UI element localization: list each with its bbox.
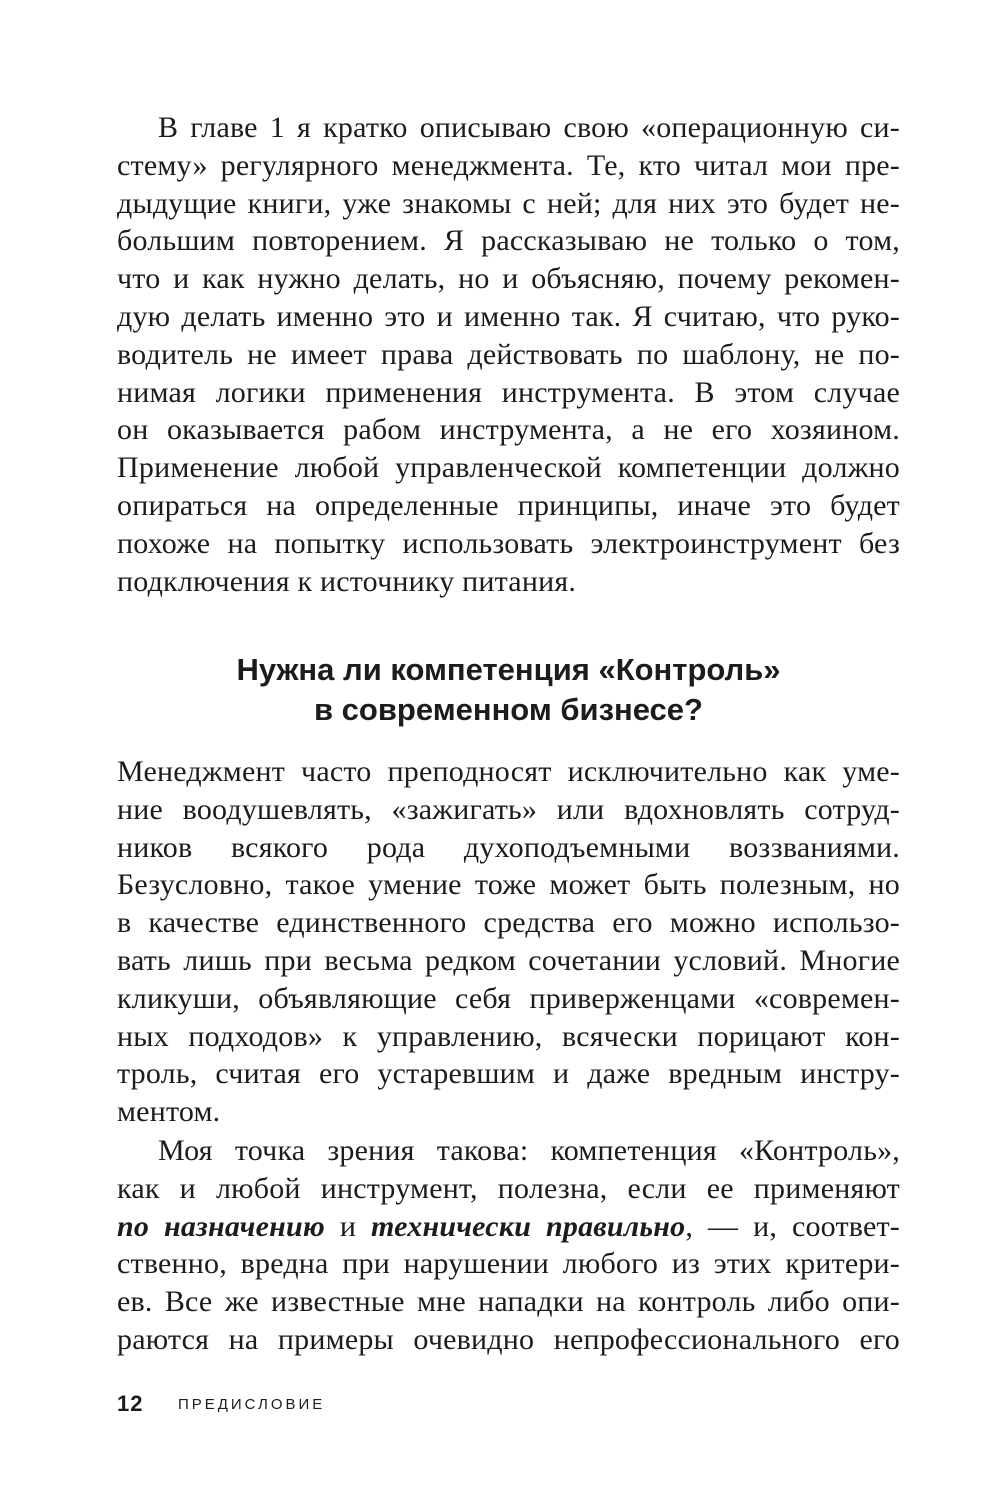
emphasis-purpose: по назначению bbox=[117, 1209, 325, 1243]
text-line: как и любой инструмент, полезна, если ее применяют bbox=[117, 1171, 900, 1205]
text-line: стему» регулярного менеджмента. Те, кто читал мои пре- bbox=[117, 148, 900, 182]
text-line: он оказывается рабом инструмента, а не его хозяином. bbox=[117, 413, 900, 447]
viewpoint-paragraph bbox=[117, 1132, 900, 1359]
page-footer bbox=[117, 1391, 325, 1417]
text-line: троль, считая его устаревшим и даже вредным инстру- bbox=[117, 1057, 900, 1091]
text-line: Безусловно, такое умение тоже может быть полезным, но bbox=[117, 868, 900, 902]
text-line: Применение любой управленческой компетенции должно bbox=[117, 451, 900, 485]
text-line: вать лишь при весьма редком сочетании условий. Многие bbox=[117, 943, 900, 977]
section-heading-line-2: в современном бизнесе? bbox=[314, 692, 703, 727]
text-line: Менеджмент часто преподносят исключительно как уме- bbox=[117, 755, 900, 788]
text-line: ных подходов» к управлению, всячески порицают кон- bbox=[117, 1019, 900, 1053]
text-line: ние воодушевлять, «зажигать» или вдохновлять сотруд- bbox=[117, 792, 900, 826]
text-line: что и как нужно делать, но и объясняю, почему рекомен- bbox=[117, 262, 900, 296]
text-line: ев. Все же известные мне нападки на контроль либо опи- bbox=[117, 1285, 900, 1319]
text-line: ментом. bbox=[117, 1095, 221, 1129]
text-line: нимая логики применения инструмента. В этом случае bbox=[117, 375, 900, 409]
text-line: дую делать именно это и именно так. Я считаю, что руко- bbox=[117, 299, 900, 333]
section-heading-line-1: Нужна ли компетенция «Контроль» bbox=[236, 652, 781, 687]
emphasis-technical: технически правильно bbox=[371, 1209, 686, 1243]
text-line: Моя точка зрения такова: компетенция «Контроль», bbox=[158, 1134, 900, 1167]
text-line: кликуши, объявляющие себя приверженцами «современ- bbox=[117, 981, 900, 1015]
running-head: ПРЕДИСЛОВИЕ bbox=[177, 1396, 326, 1413]
page-number: 12 bbox=[117, 1391, 144, 1416]
text-line: В главе 1 я кратко описываю свою «операционную си- bbox=[158, 111, 900, 144]
section-heading bbox=[117, 650, 900, 730]
text-line: водитель не имеет права действовать по шаблону, не по- bbox=[117, 337, 900, 371]
text-line: раются на примеры очевидно непрофессионального его bbox=[117, 1322, 900, 1356]
text-fragment: , — и, соответ- bbox=[685, 1209, 900, 1243]
text-line-with-emphasis bbox=[117, 1208, 900, 1246]
text-line: опираться на определенные принципы, иначе это будет bbox=[117, 488, 900, 522]
text-line: подключения к источнику питания. bbox=[117, 564, 577, 598]
management-paragraph bbox=[117, 753, 900, 1131]
text-line: похоже на попытку использовать электроинструмент без bbox=[117, 526, 900, 560]
text-line: ников всякого рода духоподъемными воззваниями. bbox=[117, 830, 900, 864]
intro-paragraph bbox=[117, 109, 900, 600]
text-fragment: и bbox=[324, 1209, 372, 1243]
text-line: в качестве единственного средства его можно использо- bbox=[117, 906, 900, 940]
text-line: ственно, вредна при нарушении любого из этих критери- bbox=[117, 1247, 900, 1281]
text-line: большим повторением. Я рассказываю не только о том, bbox=[117, 224, 900, 258]
text-line: дыдущие книги, уже знакомы с ней; для них это будет не- bbox=[117, 186, 900, 220]
